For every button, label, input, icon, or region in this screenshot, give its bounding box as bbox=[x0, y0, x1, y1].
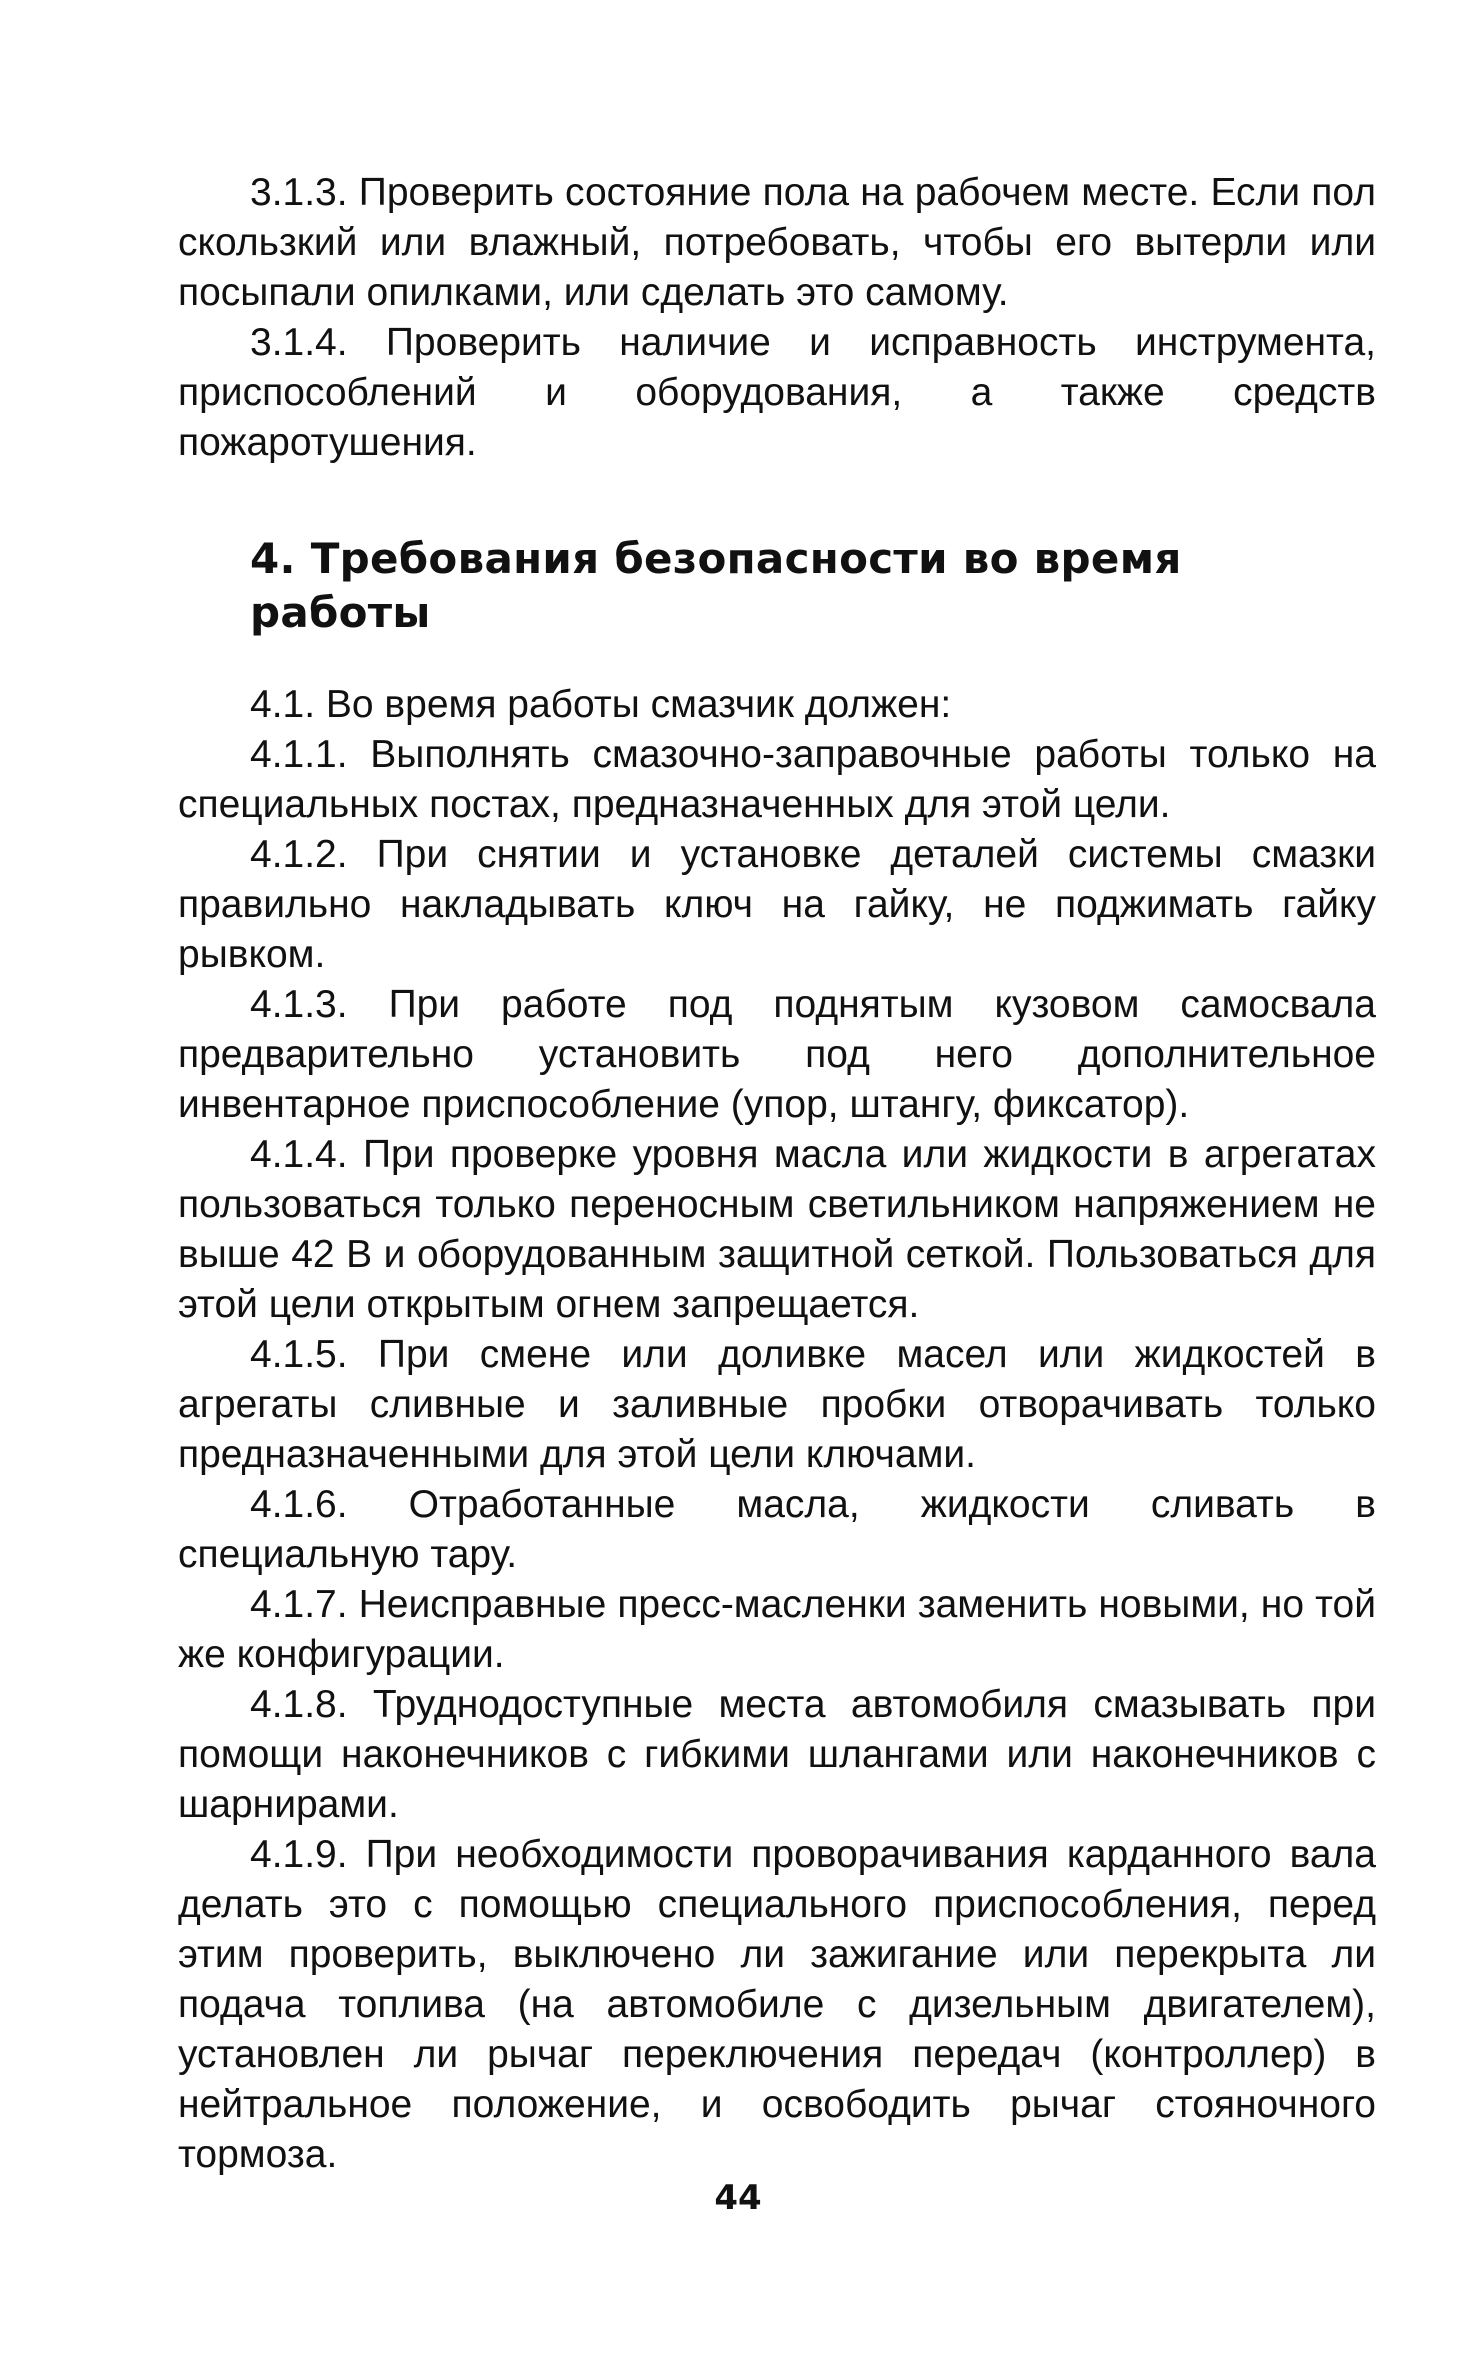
page-number: 44 bbox=[714, 2178, 762, 2218]
paragraph-3-1-3: 3.1.3. Проверить состояние пола на рабочем месте. Если пол скользкий или влажный, потребовать, чтобы его вытерли или посыпали опилками, или сделать это самому. bbox=[178, 171, 1376, 314]
document-page bbox=[178, 168, 1376, 2180]
paragraph-4-1-2: 4.1.2. При снятии и установке деталей системы смазки правильно накладывать ключ на гайку, не поджимать гайку рывком. bbox=[178, 833, 1376, 976]
paragraph-4-1-1: 4.1.1. Выполнять смазочно-заправочные работы только на специальных постах, предназначенных для этой цели. bbox=[178, 733, 1376, 826]
paragraph-3-1-4: 3.1.4. Проверить наличие и исправность инструмента, приспособлений и оборудования, а также средств пожаротушения. bbox=[178, 321, 1376, 464]
paragraph-4-1-8: 4.1.8. Труднодоступные места автомобиля смазывать при помощи наконечников с гибкими шлангами или наконечников с шарнирами. bbox=[178, 1683, 1376, 1826]
paragraph-4-1-7: 4.1.7. Неисправные пресс-масленки заменить новыми, но той же конфигурации. bbox=[178, 1583, 1376, 1676]
paragraph-4-1-3: 4.1.3. При работе под поднятым кузовом самосвала предварительно установить под него дополнительное инвентарное приспособление (упор, штангу, фиксатор). bbox=[178, 983, 1376, 1126]
paragraph-4-1: 4.1. Во время работы смазчик должен: bbox=[250, 683, 952, 726]
paragraph-4-1-5: 4.1.5. При смене или доливке масел или жидкостей в агрегаты сливные и заливные пробки отворачивать только предназначенными для этой цели ключами. bbox=[178, 1333, 1376, 1476]
paragraph-4-1-9: 4.1.9. При необходимости проворачивания карданного вала делать это с помощью специального приспособления, перед этим проверить, выключено ли зажигание или перекрыта ли подача топлива (на автомобиле с дизельным двигателем), установлен ли рычаг переключения передач (контроллер) в нейтральное положение, и освободить рычаг стояночного тормоза. bbox=[178, 1833, 1376, 2176]
paragraph-4-1-4: 4.1.4. При проверке уровня масла или жидкости в агрегатах пользоваться только переносным светильником напряжением не выше 42 В и оборудованным защитной сеткой. Пользоваться для этой цели открытым огнем запрещается. bbox=[178, 1133, 1376, 1326]
section-heading: 4. Требования безопасности во время работы bbox=[250, 534, 1182, 637]
paragraph-4-1-6: 4.1.6. Отработанные масла, жидкости сливать в специальную тару. bbox=[178, 1483, 1376, 1576]
